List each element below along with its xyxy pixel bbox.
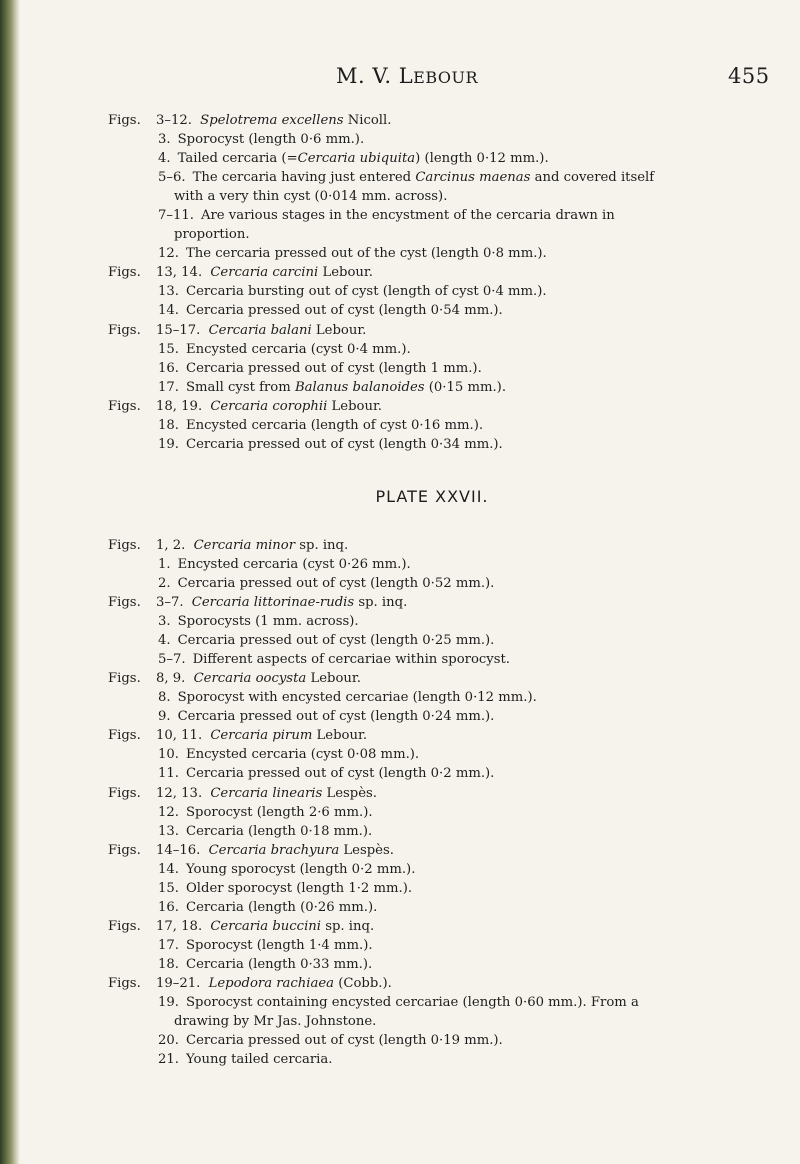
description-text: Cercaria pressed out of cyst (length 0·34 mm.). xyxy=(185,436,503,452)
description-text: Tailed cercaria (= xyxy=(177,151,298,167)
figure-number: 15. xyxy=(158,341,179,357)
figure-number: 5–6. xyxy=(158,170,186,186)
figure-range: 10, 11. xyxy=(156,728,203,744)
figs-label: Figs. xyxy=(108,265,141,281)
figure-description xyxy=(108,244,776,263)
figure-number: 13. xyxy=(158,823,179,839)
description-text-end: ) (length 0·12 mm.). xyxy=(415,151,549,167)
species-name: Cercaria brachyura xyxy=(208,842,340,858)
figure-number: 14. xyxy=(158,861,179,877)
figure-number: 12. xyxy=(158,804,179,820)
species-name: Cercaria carcini xyxy=(210,265,319,281)
figure-range: 3–12. xyxy=(156,113,192,128)
figure-group xyxy=(108,669,776,726)
species-authority: Lebour. xyxy=(322,265,373,281)
description-text: Cercaria pressed out of cyst (length 0·2 mm.). xyxy=(185,766,495,782)
figure-range: 1, 2. xyxy=(156,537,186,553)
figure-number: 18. xyxy=(158,417,179,433)
figure-number: 11. xyxy=(158,766,179,782)
species-authority: Lebour. xyxy=(331,398,382,414)
figs-label: Figs. xyxy=(108,785,141,801)
figure-description xyxy=(108,898,776,917)
species-name: Spelotrema excellens xyxy=(200,113,344,128)
figs-label: Figs. xyxy=(108,918,141,934)
description-text-end: (0·15 mm.). xyxy=(424,379,507,395)
figure-group-heading xyxy=(108,321,776,340)
description-text: The cercaria having just entered xyxy=(192,170,416,186)
figure-range: 18, 19. xyxy=(156,398,203,414)
species-authority: Lebour. xyxy=(316,728,368,744)
figure-description xyxy=(108,764,776,783)
description-text: Different aspects of cercariae within sporocyst. xyxy=(192,652,510,668)
figure-range: 17, 18. xyxy=(156,918,203,934)
figure-group xyxy=(108,111,776,263)
figure-group-heading xyxy=(108,111,776,130)
figure-group-heading xyxy=(108,784,776,803)
description-text: Sporocyst with encysted cercariae (length 0·12 mm.). xyxy=(177,690,537,706)
description-text: Encysted cercaria (cyst 0·26 mm.). xyxy=(177,556,411,572)
figure-description xyxy=(108,822,776,841)
figure-number: 2. xyxy=(158,575,171,591)
description-text: Cercaria (length 0·33 mm.). xyxy=(185,956,373,972)
figure-description xyxy=(108,936,776,955)
figure-number: 4. xyxy=(158,151,171,167)
species-name-inline: Cercaria ubiquita xyxy=(297,151,416,167)
description-text: Sporocyst (length 0·6 mm.). xyxy=(177,132,365,148)
figure-description xyxy=(108,574,776,593)
figure-number: 13. xyxy=(158,284,179,300)
figure-number: 18. xyxy=(158,956,179,972)
book-binding-edge xyxy=(0,0,20,1164)
figs-label: Figs. xyxy=(108,113,141,128)
figure-description xyxy=(108,149,776,168)
description-text: Cercaria pressed out of cyst (length 0·25 mm.). xyxy=(177,633,495,649)
figure-description xyxy=(108,435,776,454)
figure-legends xyxy=(108,111,776,1069)
description-text: Sporocyst (length 1·4 mm.). xyxy=(185,937,373,953)
figure-description xyxy=(108,688,776,707)
species-authority: Lebour. xyxy=(315,322,367,338)
figure-number: 19. xyxy=(158,436,179,452)
figure-range: 19–21. xyxy=(156,975,201,991)
figs-label: Figs. xyxy=(108,671,141,687)
figure-number: 17. xyxy=(158,379,179,395)
description-text: Cercaria bursting out of cyst (length of cyst 0·4 mm.). xyxy=(185,284,547,300)
figure-description xyxy=(108,803,776,822)
figure-number: 10. xyxy=(158,747,179,763)
figure-group xyxy=(108,974,776,1069)
figs-label: Figs. xyxy=(108,842,141,858)
figure-number: 4. xyxy=(158,633,171,649)
description-text: Cercaria (length 0·18 mm.). xyxy=(185,823,373,839)
description-text: Small cyst from xyxy=(185,379,295,395)
figure-description xyxy=(108,301,776,320)
legend-section-plate-xxvi xyxy=(108,111,776,454)
figure-group-heading xyxy=(108,974,776,993)
figure-number: 15. xyxy=(158,880,179,896)
figure-number: 3. xyxy=(158,614,171,630)
description-continuation: drawing by Mr Jas. Johnstone. xyxy=(174,1014,377,1030)
species-name: Cercaria linearis xyxy=(210,785,323,801)
figure-group xyxy=(108,397,776,454)
description-text: Young sporocyst (length 0·2 mm.). xyxy=(185,861,416,877)
species-name: Cercaria buccini xyxy=(210,918,322,934)
species-authority: Lebour. xyxy=(310,671,361,687)
figs-label: Figs. xyxy=(108,322,141,338)
page-number: 455 xyxy=(728,64,770,88)
figure-number: 20. xyxy=(158,1033,179,1049)
description-text: Cercaria pressed out of cyst (length 1 mm.). xyxy=(185,360,482,376)
species-authority: sp. inq. xyxy=(358,595,408,611)
figure-description xyxy=(108,860,776,879)
description-text: Older sporocyst (length 1·2 mm.). xyxy=(185,880,413,896)
description-text: Cercaria (length (0·26 mm.). xyxy=(185,899,378,915)
figure-number: 17. xyxy=(158,937,179,953)
figure-group-heading xyxy=(108,841,776,860)
description-continuation: proportion. xyxy=(174,227,250,243)
figure-range: 3–7. xyxy=(156,595,184,611)
running-header xyxy=(0,64,800,98)
figure-group-heading xyxy=(108,536,776,555)
figure-number: 21. xyxy=(158,1052,179,1068)
figure-description xyxy=(108,206,776,225)
figure-number: 3. xyxy=(158,132,171,148)
figs-label: Figs. xyxy=(108,595,141,611)
species-name-inline: Carcinus maenas xyxy=(415,170,531,186)
figure-group xyxy=(108,263,776,320)
figure-group xyxy=(108,536,776,593)
species-authority: sp. inq. xyxy=(325,918,375,934)
species-name: Cercaria oocysta xyxy=(193,671,307,687)
description-continuation: with a very thin cyst (0·014 mm. across). xyxy=(174,189,448,205)
description-text: Cercaria pressed out of cyst (length 0·54 mm.). xyxy=(185,303,503,319)
figure-range: 13, 14. xyxy=(156,265,203,281)
description-text: Encysted cercaria (cyst 0·08 mm.). xyxy=(185,747,420,763)
description-text: Are various stages in the encystment of the cercaria drawn in xyxy=(200,208,615,224)
figure-description xyxy=(108,416,776,435)
running-title xyxy=(336,64,478,88)
figure-description xyxy=(108,168,776,187)
figure-number: 12. xyxy=(158,246,179,262)
species-authority: Nicoll. xyxy=(347,113,392,128)
figure-range: 8, 9. xyxy=(156,671,186,687)
figure-number: 7–11. xyxy=(158,208,194,224)
figure-range: 12, 13. xyxy=(156,785,203,801)
figure-description xyxy=(108,631,776,650)
figs-label: Figs. xyxy=(108,728,141,744)
figure-group-heading xyxy=(108,669,776,688)
figure-description xyxy=(108,282,776,301)
figure-range: 14–16. xyxy=(156,842,201,858)
description-text: Sporocyst (length 2·6 mm.). xyxy=(185,804,373,820)
figure-group xyxy=(108,321,776,397)
figure-group xyxy=(108,784,776,841)
figure-description xyxy=(108,359,776,378)
figure-group-heading xyxy=(108,726,776,745)
description-text: Cercaria pressed out of cyst (length 0·19 mm.). xyxy=(185,1033,503,1049)
author-surname: LEBOUR xyxy=(398,64,479,88)
figure-number: 19. xyxy=(158,995,179,1011)
figure-description xyxy=(108,707,776,726)
figure-group xyxy=(108,917,776,974)
description-text: Encysted cercaria (cyst 0·4 mm.). xyxy=(185,341,411,357)
species-authority: Lespès. xyxy=(343,842,394,858)
figure-number: 14. xyxy=(158,303,179,319)
description-text: Cercaria pressed out of cyst (length 0·52 mm.). xyxy=(177,575,495,591)
species-name: Cercaria balani xyxy=(208,322,312,338)
description-text: Sporocyst containing encysted cercariae (length 0·60 mm.). From a xyxy=(185,995,639,1011)
species-authority: sp. inq. xyxy=(299,537,349,553)
figure-number: 16. xyxy=(158,899,179,915)
figure-number: 16. xyxy=(158,360,179,376)
description-text: Cercaria pressed out of cyst (length 0·24 mm.). xyxy=(177,709,495,725)
figure-description xyxy=(108,1031,776,1050)
plate-heading: PLATE XXVII. xyxy=(375,486,489,506)
figure-description xyxy=(108,378,776,397)
figure-group-heading xyxy=(108,263,776,282)
figure-group xyxy=(108,726,776,783)
species-authority: Lespès. xyxy=(326,785,378,801)
species-authority: (Cobb.). xyxy=(338,975,392,991)
figure-range: 15–17. xyxy=(156,322,201,338)
figure-description xyxy=(108,745,776,764)
figure-description xyxy=(108,555,776,574)
legend-section-plate-xxvii xyxy=(108,536,776,1069)
species-name: Cercaria corophii xyxy=(210,398,328,414)
figure-description xyxy=(108,1050,776,1069)
species-name: Cercaria littorinae-rudis xyxy=(191,595,355,611)
description-text: Encysted cercaria (length of cyst 0·16 mm.). xyxy=(185,417,484,433)
figs-label: Figs. xyxy=(108,537,141,553)
figure-description xyxy=(108,879,776,898)
figs-label: Figs. xyxy=(108,398,141,414)
figure-description xyxy=(108,130,776,149)
figure-number: 8. xyxy=(158,690,171,706)
figure-group-heading xyxy=(108,917,776,936)
author-initials: M. V. xyxy=(336,64,392,88)
figure-group xyxy=(108,593,776,669)
species-name: Cercaria pirum xyxy=(210,728,313,744)
figs-label: Figs. xyxy=(108,975,141,991)
species-name: Cercaria minor xyxy=(193,537,296,553)
figure-description xyxy=(108,993,776,1012)
figure-description xyxy=(108,340,776,359)
description-text: Sporocysts (1 mm. across). xyxy=(177,614,359,630)
species-name-inline: Balanus balanoides xyxy=(294,379,425,395)
figure-number: 1. xyxy=(158,556,171,572)
figure-group-heading xyxy=(108,593,776,612)
figure-group xyxy=(108,841,776,917)
figure-number: 9. xyxy=(158,709,171,725)
figure-description xyxy=(108,955,776,974)
description-text-end: and covered itself xyxy=(530,170,655,186)
figure-group-heading xyxy=(108,397,776,416)
species-name: Lepodora rachiaea xyxy=(208,975,335,991)
figure-number: 5–7. xyxy=(158,652,186,668)
figure-description xyxy=(108,650,776,669)
description-text: Young tailed cercaria. xyxy=(185,1052,333,1068)
figure-description xyxy=(108,612,776,631)
description-text: The cercaria pressed out of the cyst (length 0·8 mm.). xyxy=(185,246,547,262)
